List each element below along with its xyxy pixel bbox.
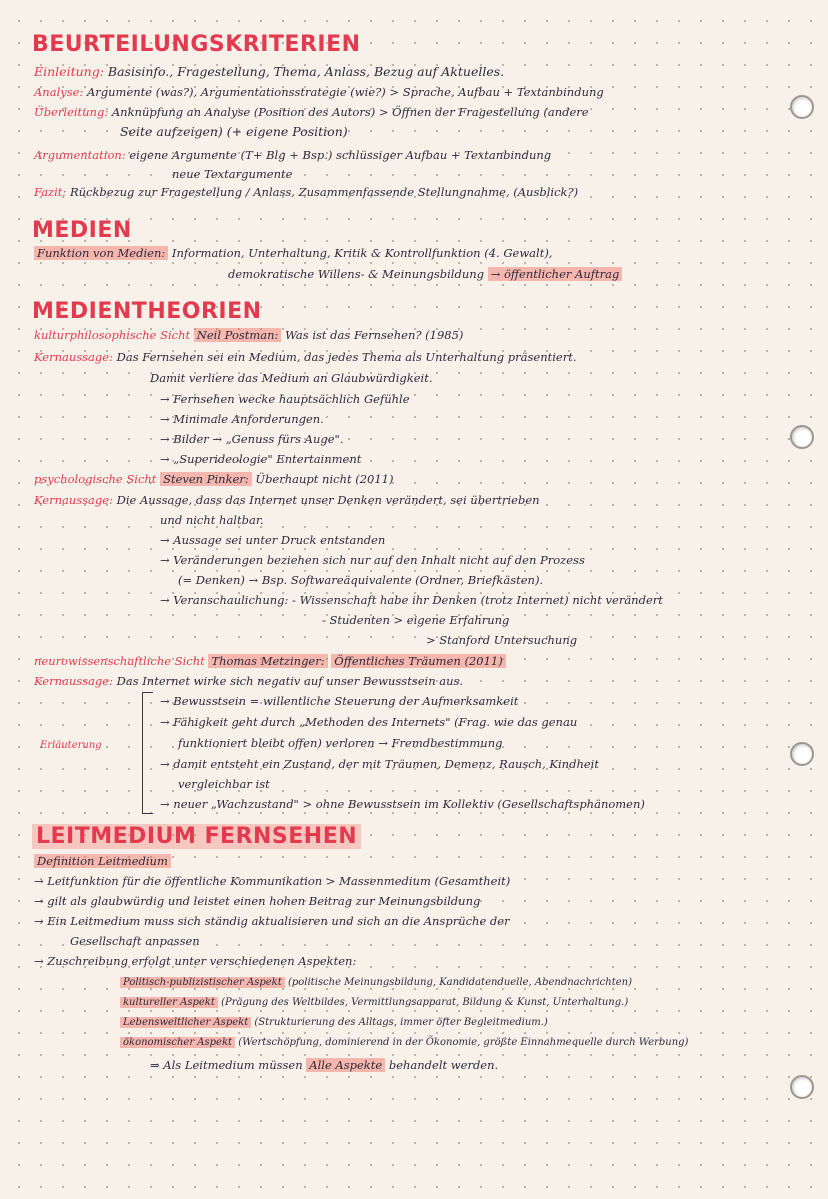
kernaussage-label: Kernaussage: [34, 674, 113, 688]
criteria-argumentation-cont: neue Textargumente [172, 167, 293, 181]
criteria-analyse [34, 84, 604, 100]
conclusion-text: ⇒ Als Leitmedium müssen [150, 1058, 303, 1072]
definition-label-text: Definition Leitmedium [34, 854, 171, 868]
aspect-text: (Prägung des Weltbildes, Vermittlungsapparat, Bildung & Kunst, Unterhaltung.) [221, 997, 629, 1008]
metzinger-point: → Bewusstsein = willentliche Steuerung der Aufmerksamkeit [160, 694, 519, 708]
postman-point: Damit verliere das Medium an Glaubwürdigkeit. [150, 371, 433, 385]
aspect-text: (politische Meinungsbildung, Kandidatenduelle, Abendnachrichten) [287, 977, 632, 988]
theory-label: kulturphilosophische Sicht [34, 328, 191, 342]
criteria-label: Einleitung: [34, 64, 104, 79]
aspect-label: Politisch-publizistischer Aspekt [120, 977, 285, 988]
metzinger-point: → Fähigkeit geht durch „Methoden des Internets" (Frag. wie das genau [160, 715, 578, 729]
theory-pinker-header [34, 471, 394, 487]
theory-author: Neil Postman: [194, 328, 282, 342]
criteria-text: Basisinfo., Fragestellung, Thema, Anlass, Bezug auf Aktuelles. [107, 64, 505, 79]
criteria-label: Fazit: [34, 185, 67, 199]
kernaussage-label: Kernaussage: [34, 350, 113, 364]
criteria-text: eigene Argumente (T+ Blg + Bsp.) schlüssiger Aufbau + Textanbindung [129, 148, 552, 162]
criteria-fazit [34, 184, 578, 200]
metzinger-point: funktioniert bleibt offen) verloren → Fremdbestimmung [178, 736, 503, 750]
criteria-ueberleitung-cont: Seite aufzeigen) (+ eigene Position) [120, 124, 348, 139]
pinker-point: → Veranschaulichung: - Wissenschaft habe ihr Denken (trotz Internet) nicht verändert [160, 593, 663, 607]
criteria-text: Anknüpfung an Analyse (Position des Autors) > Öffnen der Fragestellung (andere [111, 105, 589, 119]
criteria-ueberleitung [34, 104, 589, 120]
pinker-point: - Studenten > eigene Erfahrung [322, 613, 510, 627]
postman-point: → Fernsehen wecke hauptsächlich Gefühle [160, 392, 410, 406]
criteria-text: Rückbezug zur Fragestellung / Anlass, Zusammenfassende Stellungnahme, (Ausblick?) [69, 185, 579, 199]
punch-hole [790, 742, 814, 766]
leitmedium-point: Gesellschaft anpassen [70, 934, 200, 948]
postman-point: → Minimale Anforderungen. [160, 412, 324, 426]
kernaussage-text: Das Internet wirke sich negativ auf unser Bewusstsein aus. [116, 674, 464, 688]
medien-funktion-cont [228, 266, 622, 282]
aspect-text: (Strukturierung des Alltags, immer öfter Begleitmedium.) [254, 1017, 548, 1028]
theory-author: Steven Pinker: [160, 472, 252, 486]
medien-funktion [34, 245, 552, 261]
definition-label [34, 853, 171, 869]
criteria-label: Analyse: [34, 85, 84, 99]
criteria-text: Argumente (was?), Argumentationsstrategie (wie?) > Sprache, Aufbau + Textanbindung [86, 85, 604, 99]
aspect-label: Lebensweltlicher Aspekt [120, 1017, 251, 1028]
punch-hole [790, 1075, 814, 1099]
section-title-beurteilungskriterien: BEURTEILUNGSKRITERIEN [32, 32, 361, 57]
erlaeuterung-note: Erläuterung [40, 740, 102, 751]
postman-point: → „Superideologie" Entertainment [160, 452, 362, 466]
theory-metzinger-header [34, 653, 506, 669]
theory-title: Öffentliches Träumen (2011) [331, 654, 505, 668]
metzinger-point: vergleichbar ist [178, 777, 270, 791]
aspect-lebensweltlich [120, 1015, 548, 1031]
pinker-point: → Aussage sei unter Druck entstanden [160, 533, 386, 547]
theory-author: Thomas Metzinger: [208, 654, 327, 668]
aspect-label: ökonomischer Aspekt [120, 1037, 235, 1048]
aspect-label: kultureller Aspekt [120, 997, 218, 1008]
kernaussage-pinker [34, 492, 540, 508]
aspect-text: (Wertschöpfung, dominierend in der Ökonomie, größte Einnahmequelle durch Werbung) [238, 1037, 689, 1048]
kernaussage-text: Das Fernsehen sei ein Medium, das jedes Thema als Unterhaltung präsentiert. [116, 350, 577, 364]
metzinger-point: → damit entsteht ein Zustand, der mit Träumen, Demenz, Rausch, Kindheit [160, 757, 599, 771]
leitmedium-point: → Ein Leitmedium muss sich ständig aktualisieren und sich an die Ansprüche der [34, 914, 510, 928]
aspect-kulturell [120, 995, 628, 1011]
criteria-argumentation [34, 147, 551, 163]
aspect-politisch [120, 975, 632, 991]
kernaussage-text: Die Aussage, dass das Internet unser Denken verändert, sei übertrieben [116, 493, 540, 507]
pinker-point: und nicht haltbar. [160, 513, 264, 527]
conclusion-text: behandelt werden. [388, 1058, 499, 1072]
criteria-einleitung [34, 64, 504, 80]
theory-label: psychologische Sicht [34, 472, 157, 486]
kernaussage-postman [34, 349, 577, 365]
leitmedium-conclusion [150, 1057, 498, 1073]
medien-funktion-label: Funktion von Medien: [34, 246, 168, 260]
bracket-line [142, 692, 153, 814]
theory-title: Überhaupt nicht (2011) [255, 472, 394, 486]
punch-hole [790, 425, 814, 449]
pinker-point: → Veränderungen beziehen sich nur auf den Inhalt nicht auf den Prozess [160, 553, 585, 567]
medien-funktion-text: Information, Unterhaltung, Kritik & Kontrollfunktion (4. Gewalt), [171, 246, 553, 260]
section-title-medientheorien: MEDIENTHEORIEN [32, 299, 262, 324]
leitmedium-point: → Zuschreibung erfolgt unter verschiedenen Aspekten: [34, 954, 357, 968]
pinker-point: > Stanford Untersuchung [426, 633, 578, 647]
conclusion-highlight: Alle Aspekte [306, 1058, 385, 1072]
theory-title: Was ist das Fernsehen? (1985) [285, 328, 464, 342]
medien-funktion-text: demokratische Willens- & Meinungsbildung [228, 267, 485, 281]
pinker-point: (= Denken) → Bsp. Softwareäquivalente (Ordner, Briefkästen). [178, 573, 544, 587]
oeffentlicher-auftrag-highlight: → öffentlicher Auftrag [488, 267, 623, 281]
leitmedium-point: → gilt als glaubwürdig und leistet einen hohen Beitrag zur Meinungsbildung [34, 894, 481, 908]
theory-postman-header [34, 327, 463, 343]
punch-hole [790, 95, 814, 119]
aspect-oekonomisch [120, 1035, 688, 1051]
leitmedium-point: → Leitfunktion für die öffentliche Kommunikation > Massenmedium (Gesamtheit) [34, 874, 511, 888]
metzinger-point: → neuer „Wachzustand" > ohne Bewusstsein im Kollektiv (Gesellschaftsphänomen) [160, 797, 645, 811]
section-title-medien: MEDIEN [32, 218, 132, 243]
theory-label: neurowissenschaftliche Sicht [34, 654, 205, 668]
criteria-label: Argumentation: [34, 148, 126, 162]
kernaussage-label: Kernaussage: [34, 493, 113, 507]
postman-point: → Bilder → „Genuss fürs Auge". [160, 432, 344, 446]
section-title-leitmedium: LEITMEDIUM FERNSEHEN [32, 824, 361, 849]
kernaussage-metzinger [34, 673, 463, 689]
criteria-label: Überleitung: [34, 105, 109, 119]
